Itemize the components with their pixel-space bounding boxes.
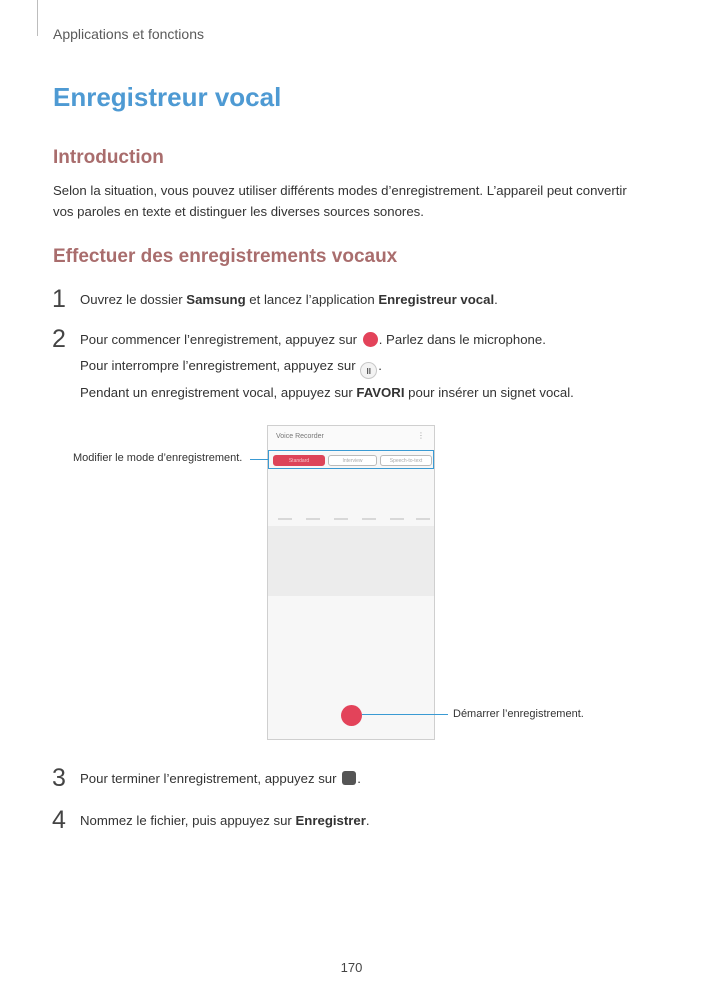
- timeline-ruler: [268, 516, 434, 524]
- step-3-text: Pour terminer l’enregistrement, appuyez sur .: [80, 771, 361, 786]
- page-number: 170: [340, 960, 363, 975]
- margin-bar: [37, 0, 38, 36]
- stop-icon: [342, 771, 356, 785]
- callout-start: Démarrer l’enregistrement.: [453, 708, 584, 720]
- app-name-label: Enregistreur vocal: [378, 292, 495, 307]
- callout-line-modes: [250, 459, 268, 460]
- callout-modes: Modifier le mode d’enregistrement.: [73, 452, 243, 464]
- enregistrer-label: Enregistrer: [295, 813, 366, 828]
- step-2-line-3: Pendant un enregistrement vocal, appuyez sur FAVORI pour insérer un signet vocal.: [80, 385, 574, 400]
- step-3-number: 3: [52, 764, 66, 792]
- step-2-number: 2: [52, 325, 66, 353]
- record-button-illustration: [341, 705, 362, 726]
- pause-icon: II: [360, 362, 377, 379]
- recording-heading: Effectuer des enregistrements vocaux: [53, 246, 398, 267]
- phone-app-title: Voice Recorder: [276, 433, 324, 440]
- step-1-text: Ouvrez le dossier Samsung et lancez l’application Enregistreur vocal.: [80, 292, 498, 307]
- introduction-paragraph: [53, 180, 653, 222]
- step-4-number: 4: [52, 806, 66, 834]
- samsung-folder-label: Samsung: [186, 292, 246, 307]
- favori-label: FAVORI: [356, 385, 405, 400]
- step-1-number: 1: [52, 285, 66, 313]
- waveform-area: [268, 526, 434, 596]
- phone-app-header: [268, 426, 434, 452]
- page-title: Enregistreur vocal: [53, 82, 282, 112]
- mode-tab-interview: Interview: [328, 455, 377, 466]
- mode-tabs-highlight: [268, 450, 434, 469]
- step-2-line-1: Pour commencer l’enregistrement, appuyez sur . Parlez dans le microphone.: [80, 332, 546, 347]
- mode-tab-speech-to-text: Speech-to-text: [380, 455, 432, 466]
- introduction-line-1: Selon la situation, vous pouvez utiliser différents modes d’enregistrement. L’appareil peut convertir: [53, 183, 627, 198]
- callout-line-start: [362, 714, 448, 715]
- mode-tab-standard: Standard: [273, 455, 325, 466]
- step-4-text: Nommez le fichier, puis appuyez sur Enregistrer.: [80, 813, 370, 828]
- section-label: Applications et fonctions: [53, 26, 204, 42]
- introduction-heading: Introduction: [53, 147, 164, 168]
- introduction-line-2: vos paroles en texte et distinguer les diverses sources sonores.: [53, 204, 424, 219]
- more-options-icon: ⋮: [417, 431, 425, 440]
- record-icon: [363, 332, 378, 347]
- step-2-line-2: Pour interrompre l’enregistrement, appuyez sur II .: [80, 358, 382, 379]
- phone-screenshot: [267, 425, 435, 740]
